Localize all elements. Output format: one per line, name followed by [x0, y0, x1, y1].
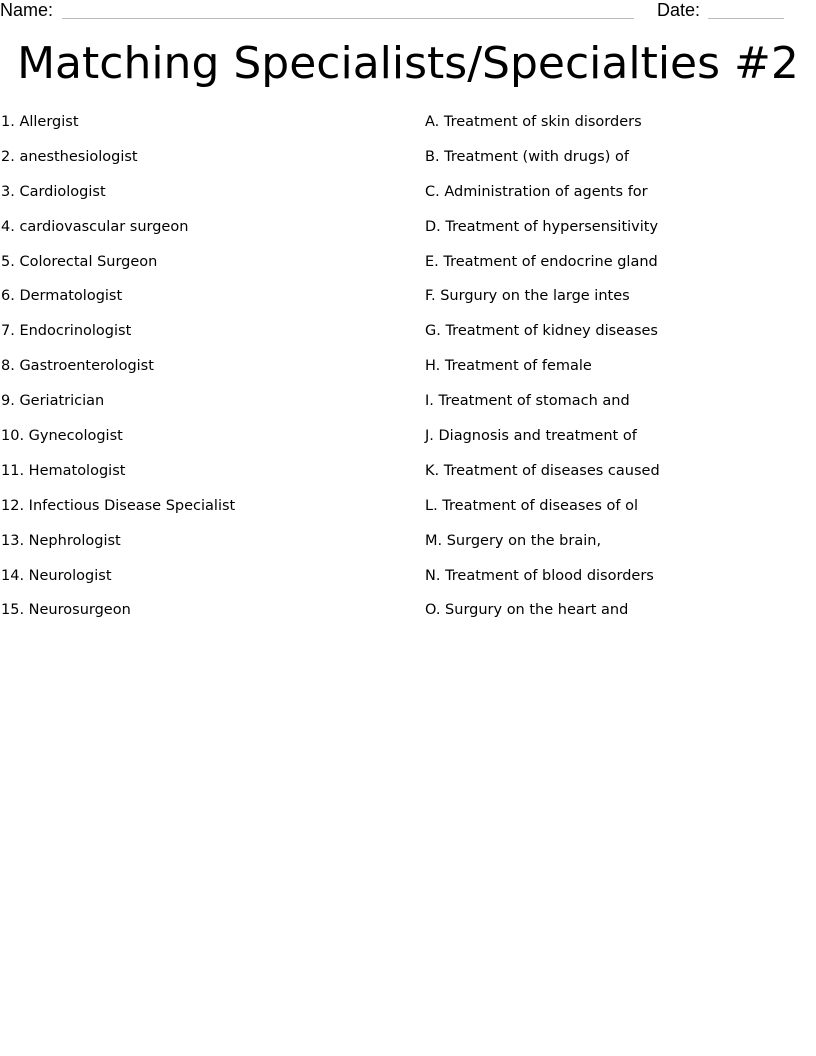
specialist-item: 12. Infectious Disease Specialist: [1, 497, 236, 514]
specialist-item: 2. anesthesiologist: [1, 148, 138, 165]
specialist-item: 13. Nephrologist: [1, 532, 121, 549]
specialty-item: O. Surgury on the heart and: [425, 602, 629, 619]
specialist-item: 5. Colorectal Surgeon: [1, 253, 158, 270]
specialist-item: 7. Endocrinologist: [1, 323, 132, 340]
specialist-item: 15. Neurosurgeon: [1, 602, 131, 619]
specialist-item: 10. Gynecologist: [1, 428, 123, 445]
date-label: Date:: [657, 0, 701, 20]
specialty-item: G. Treatment of kidney diseases: [425, 323, 658, 340]
specialties-column: [425, 110, 805, 633]
specialty-item: N. Treatment of blood disorders: [425, 567, 654, 584]
worksheet-header: [0, 0, 816, 24]
date-field-line: [708, 18, 784, 19]
specialty-item: B. Treatment (with drugs) of: [425, 148, 629, 165]
specialty-item: C. Administration of agents for: [425, 183, 648, 200]
specialty-item: H. Treatment of female: [425, 358, 592, 375]
specialist-item: 14. Neurologist: [1, 567, 112, 584]
specialty-item: I. Treatment of stomach and: [425, 393, 630, 410]
specialty-item: F. Surgury on the large intes: [425, 288, 630, 305]
specialty-item: D. Treatment of hypersensitivity: [425, 218, 659, 235]
specialists-column: [1, 110, 401, 633]
specialty-item: M. Surgery on the brain,: [425, 532, 602, 549]
page-title: Matching Specialists/Specialties #2: [17, 38, 799, 89]
name-field-line: [62, 18, 634, 19]
specialty-item: K. Treatment of diseases caused: [425, 462, 660, 479]
specialty-item: A. Treatment of skin disorders: [425, 114, 642, 130]
specialist-item: 1. Allergist: [1, 114, 79, 130]
specialty-item: E. Treatment of endocrine gland: [425, 253, 658, 270]
specialist-item: 3. Cardiologist: [1, 183, 106, 200]
specialist-item: 11. Hematologist: [1, 462, 126, 479]
specialty-item: J. Diagnosis and treatment of: [425, 428, 637, 445]
specialist-item: 6. Dermatologist: [1, 288, 123, 305]
specialist-item: 4. cardiovascular surgeon: [1, 218, 189, 235]
specialist-item: 9. Geriatrician: [1, 393, 105, 410]
name-label: Name:: [0, 0, 54, 20]
specialty-item: L. Treatment of diseases of ol: [425, 497, 638, 514]
specialist-item: 8. Gastroenterologist: [1, 358, 154, 375]
